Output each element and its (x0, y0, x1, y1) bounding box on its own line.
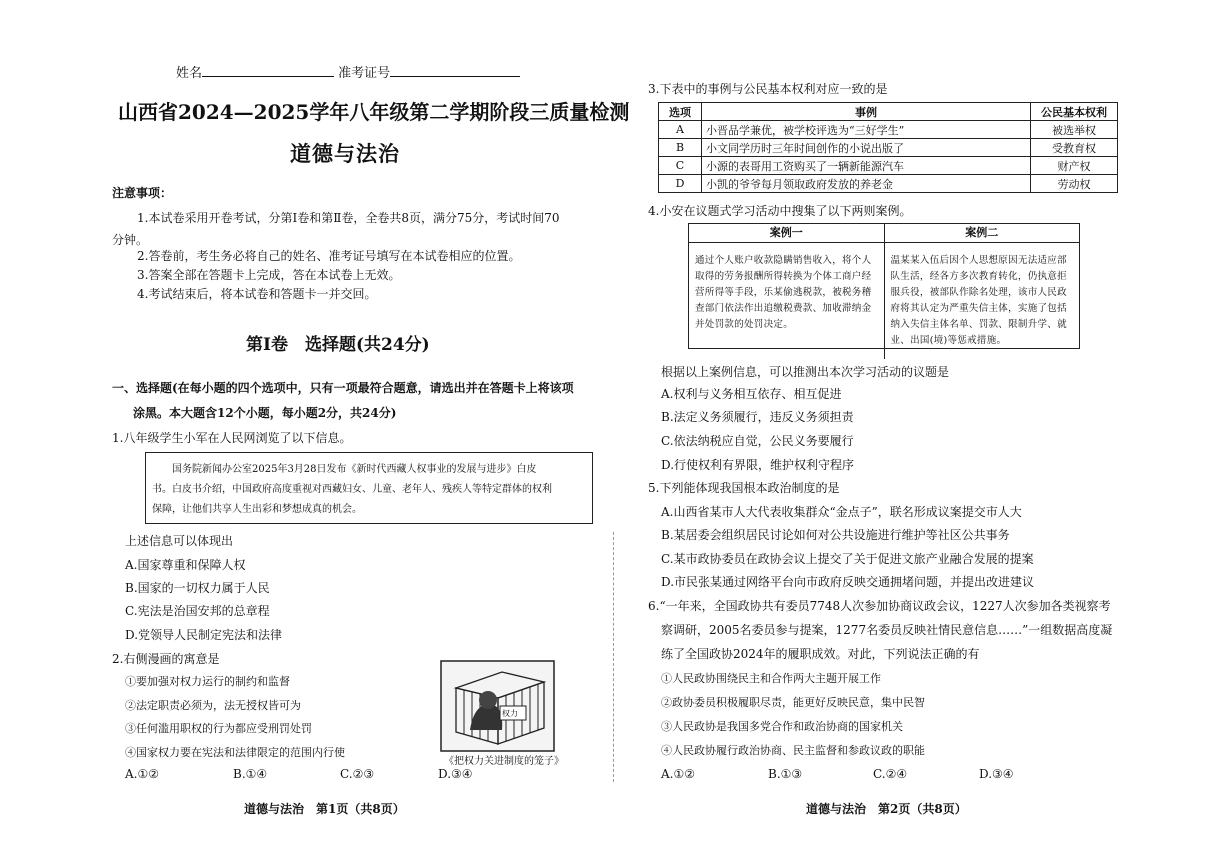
notice-item: 分钟。 (112, 233, 149, 247)
q4-option: A.权利与义务相互依存、相互促进 (661, 387, 842, 401)
q2-item: ①要加强对权力运行的制约和监督 (125, 675, 290, 688)
q2-option: C.②③ (340, 767, 375, 781)
notice-item: 1.本试卷采用开卷考试，分第Ⅰ卷和第Ⅱ卷，全卷共8页，满分75分，考试时间70 (137, 211, 560, 225)
id-blank (390, 64, 520, 77)
q4-stem: 4.小安在议题式学习活动中搜集了以下两则案例。 (648, 204, 912, 218)
name-label: 姓名 (176, 66, 203, 81)
q6-line: 6.“一年来，全国政协共有委员7748人次参加协商议政会议，1227人次参加各类视察考 (648, 599, 1111, 613)
table-cell: 受教育权 (1031, 139, 1118, 157)
cartoon-caption: 《把权力关进制度的笼子》 (444, 756, 564, 767)
q6-item: ①人民政协围绕民主和合作两大主题开展工作 (661, 672, 881, 685)
q1-stem: 1.八年级学生小军在人民网浏览了以下信息。 (112, 431, 352, 445)
q4-prompt: 根据以上案例信息，可以推测出本次学习活动的议题是 (661, 365, 950, 379)
q5-option: A.山西省某市人大代表收集群众“金点子”，联名形成议案提交市人大 (661, 505, 1022, 519)
q3-stem: 3.下表中的事例与公民基本权利对应一致的是 (648, 82, 888, 96)
q5-option: B.某居委会组织居民讨论如何对公共设施进行维护等社区公共事务 (661, 528, 1010, 542)
cage-illustration (440, 660, 555, 752)
case1-text: 通过个人账户收款隐瞒销售收入，将个人取得的劳务报酬所得转换为个体工商户经营所得等手段，乐某偷逃税款，被税务稽查部门依法作出追缴税费款、加收滞纳金并处罚款的处罚决定。 (689, 243, 885, 359)
q6-item: ③人民政协是我国多党合作和政治协商的国家机关 (661, 720, 903, 733)
q4-option: D.行使权利有界限，维护权利守程序 (661, 458, 855, 472)
case2-title: 案例二 (965, 226, 999, 239)
table-cell: D (659, 175, 702, 193)
q2-stem: 2.右侧漫画的寓意是 (112, 652, 220, 666)
table-cell: 小源的表哥用工资购买了一辆新能源汽车 (702, 157, 1031, 175)
table-header: 选项 (659, 103, 702, 121)
table-cell: C (659, 157, 702, 175)
footer-right: 道德与法治 第2页（共8页） (806, 802, 967, 816)
table-cell: 被选举权 (1031, 121, 1118, 139)
q4-option: C.依法纳税应自觉，公民义务要履行 (661, 434, 854, 448)
table-row (659, 121, 1118, 139)
q2-option: B.①④ (233, 767, 268, 781)
q1-box-line: 国务院新闻办公室2025年3月28日发布《新时代西藏人权事业的发展与进步》白皮 (172, 464, 537, 475)
q6-option: C.②④ (873, 767, 908, 781)
table-cell: B (659, 139, 702, 157)
table-cell: 小文同学历时三年时间创作的小说出版了 (702, 139, 1031, 157)
q6-option: A.①② (661, 767, 695, 781)
q6-option: D.③④ (979, 767, 1014, 781)
notice-heading: 注意事项： (112, 186, 173, 200)
case1-title: 案例一 (689, 224, 885, 242)
table-header: 事例 (702, 103, 1031, 121)
q1-option: B.国家的一切权力属于人民 (125, 581, 270, 595)
table-cell: A (659, 121, 702, 139)
table-cell: 小凯的爷爷每月领取政府发放的养老金 (702, 175, 1031, 193)
q4-cases-table (688, 223, 1080, 349)
table-cell: 财产权 (1031, 157, 1118, 175)
table-cell: 小晋品学兼优，被学校评选为“三好学生” (702, 121, 1031, 139)
subject-title: 道德与法治 (290, 141, 400, 166)
q6-line: 察调研，2005名委员参与提案，1277名委员反映社情民意信息……”一组数据高度凝 (661, 623, 1113, 637)
q1-prompt: 上述信息可以体现出 (125, 534, 234, 548)
q6-item: ②政协委员积极履职尽责，能更好反映民意，集中民智 (661, 696, 925, 709)
notice-item: 4.考试结束后，将本试卷和答题卡一并交回。 (137, 287, 377, 301)
q1-option: C.宪法是治国安邦的总章程 (125, 604, 270, 618)
footer-left: 道德与法治 第1页（共8页） (244, 802, 405, 816)
table-header: 公民基本权利 (1031, 103, 1118, 121)
q2-item: ②法定职责必须为，法无授权皆可为 (125, 699, 301, 712)
notice-item: 3.答案全部在答题卡上完成，答在本试卷上无效。 (137, 268, 401, 282)
table-row (659, 139, 1118, 157)
q1-option: A.国家尊重和保障人权 (125, 558, 246, 572)
q5-option: C.某市政协委员在政协会议上提交了关于促进文旅产业融合发展的提案 (661, 552, 1034, 566)
cases-header (689, 224, 1079, 243)
cage-cartoon (440, 660, 555, 752)
q2-item: ③任何滥用职权的行为都应受刑罚处罚 (125, 722, 312, 735)
q2-option: A.①② (125, 767, 159, 781)
q3-table (658, 102, 1118, 193)
q1-option: D.党领导人民制定宪法和法律 (125, 628, 283, 642)
id-label: 准考证号 (338, 66, 391, 81)
q5-stem: 5.下列能体现我国根本政治制度的是 (648, 481, 840, 495)
exam-title: 山西省2024—2025学年八年级第二学期阶段三质量检测 (118, 100, 630, 124)
q1-box-line: 书。白皮书介绍，中国政府高度重视对西藏妇女、儿童、老年人、残疾人等特定群体的权利 (152, 484, 552, 495)
cases-body (689, 243, 1079, 359)
section-instruction: 涂黑。本大题含12个小题，每小题2分，共24分) (133, 406, 397, 420)
section-title: 第Ⅰ卷 选择题(共24分) (246, 335, 430, 355)
table-row (659, 157, 1118, 175)
name-line (176, 62, 520, 81)
case2-text: 温某某入伍后因个人思想原因无法适应部队生活，经各方多次教育转化，仍执意拒服兵役，被部队作除名处理，该市人民政府将其认定为严重失信主体，实施了包括纳入失信主体名单、罚款、限制升学、就业、出国(境)等惩戒措施。 (890, 255, 1067, 346)
table-header-row (659, 103, 1118, 121)
q6-item: ④人民政协履行政治协商、民主监督和参政议政的职能 (661, 744, 925, 757)
table-cell: 劳动权 (1031, 175, 1118, 193)
q4-option: B.法定义务须履行，违反义务须担责 (661, 410, 854, 424)
q2-option: D.③④ (438, 767, 473, 781)
notice-item: 2.答卷前，考生务必将自己的姓名、准考证号填写在本试卷相应的位置。 (137, 249, 521, 263)
q6-line: 练了全国政协2024年的履职成效。对此，下列说法正确的有 (661, 647, 980, 661)
q5-option: D.市民张某通过网络平台向市政府反映交通拥堵问题，并提出改进建议 (661, 575, 1035, 589)
table-row (659, 175, 1118, 193)
q2-item: ④国家权力要在宪法和法律限定的范围内行使 (125, 746, 345, 759)
q6-option: B.①③ (768, 767, 803, 781)
name-blank (202, 64, 334, 77)
q1-box-line: 保障，让他们共享人生出彩和梦想成真的机会。 (152, 504, 362, 515)
page-divider (613, 532, 614, 782)
section-instruction: 一、选择题(在每小题的四个选项中，只有一项最符合题意，请选出并在答题卡上将该项 (112, 381, 574, 395)
cartoon-label: 权力 (502, 709, 518, 718)
